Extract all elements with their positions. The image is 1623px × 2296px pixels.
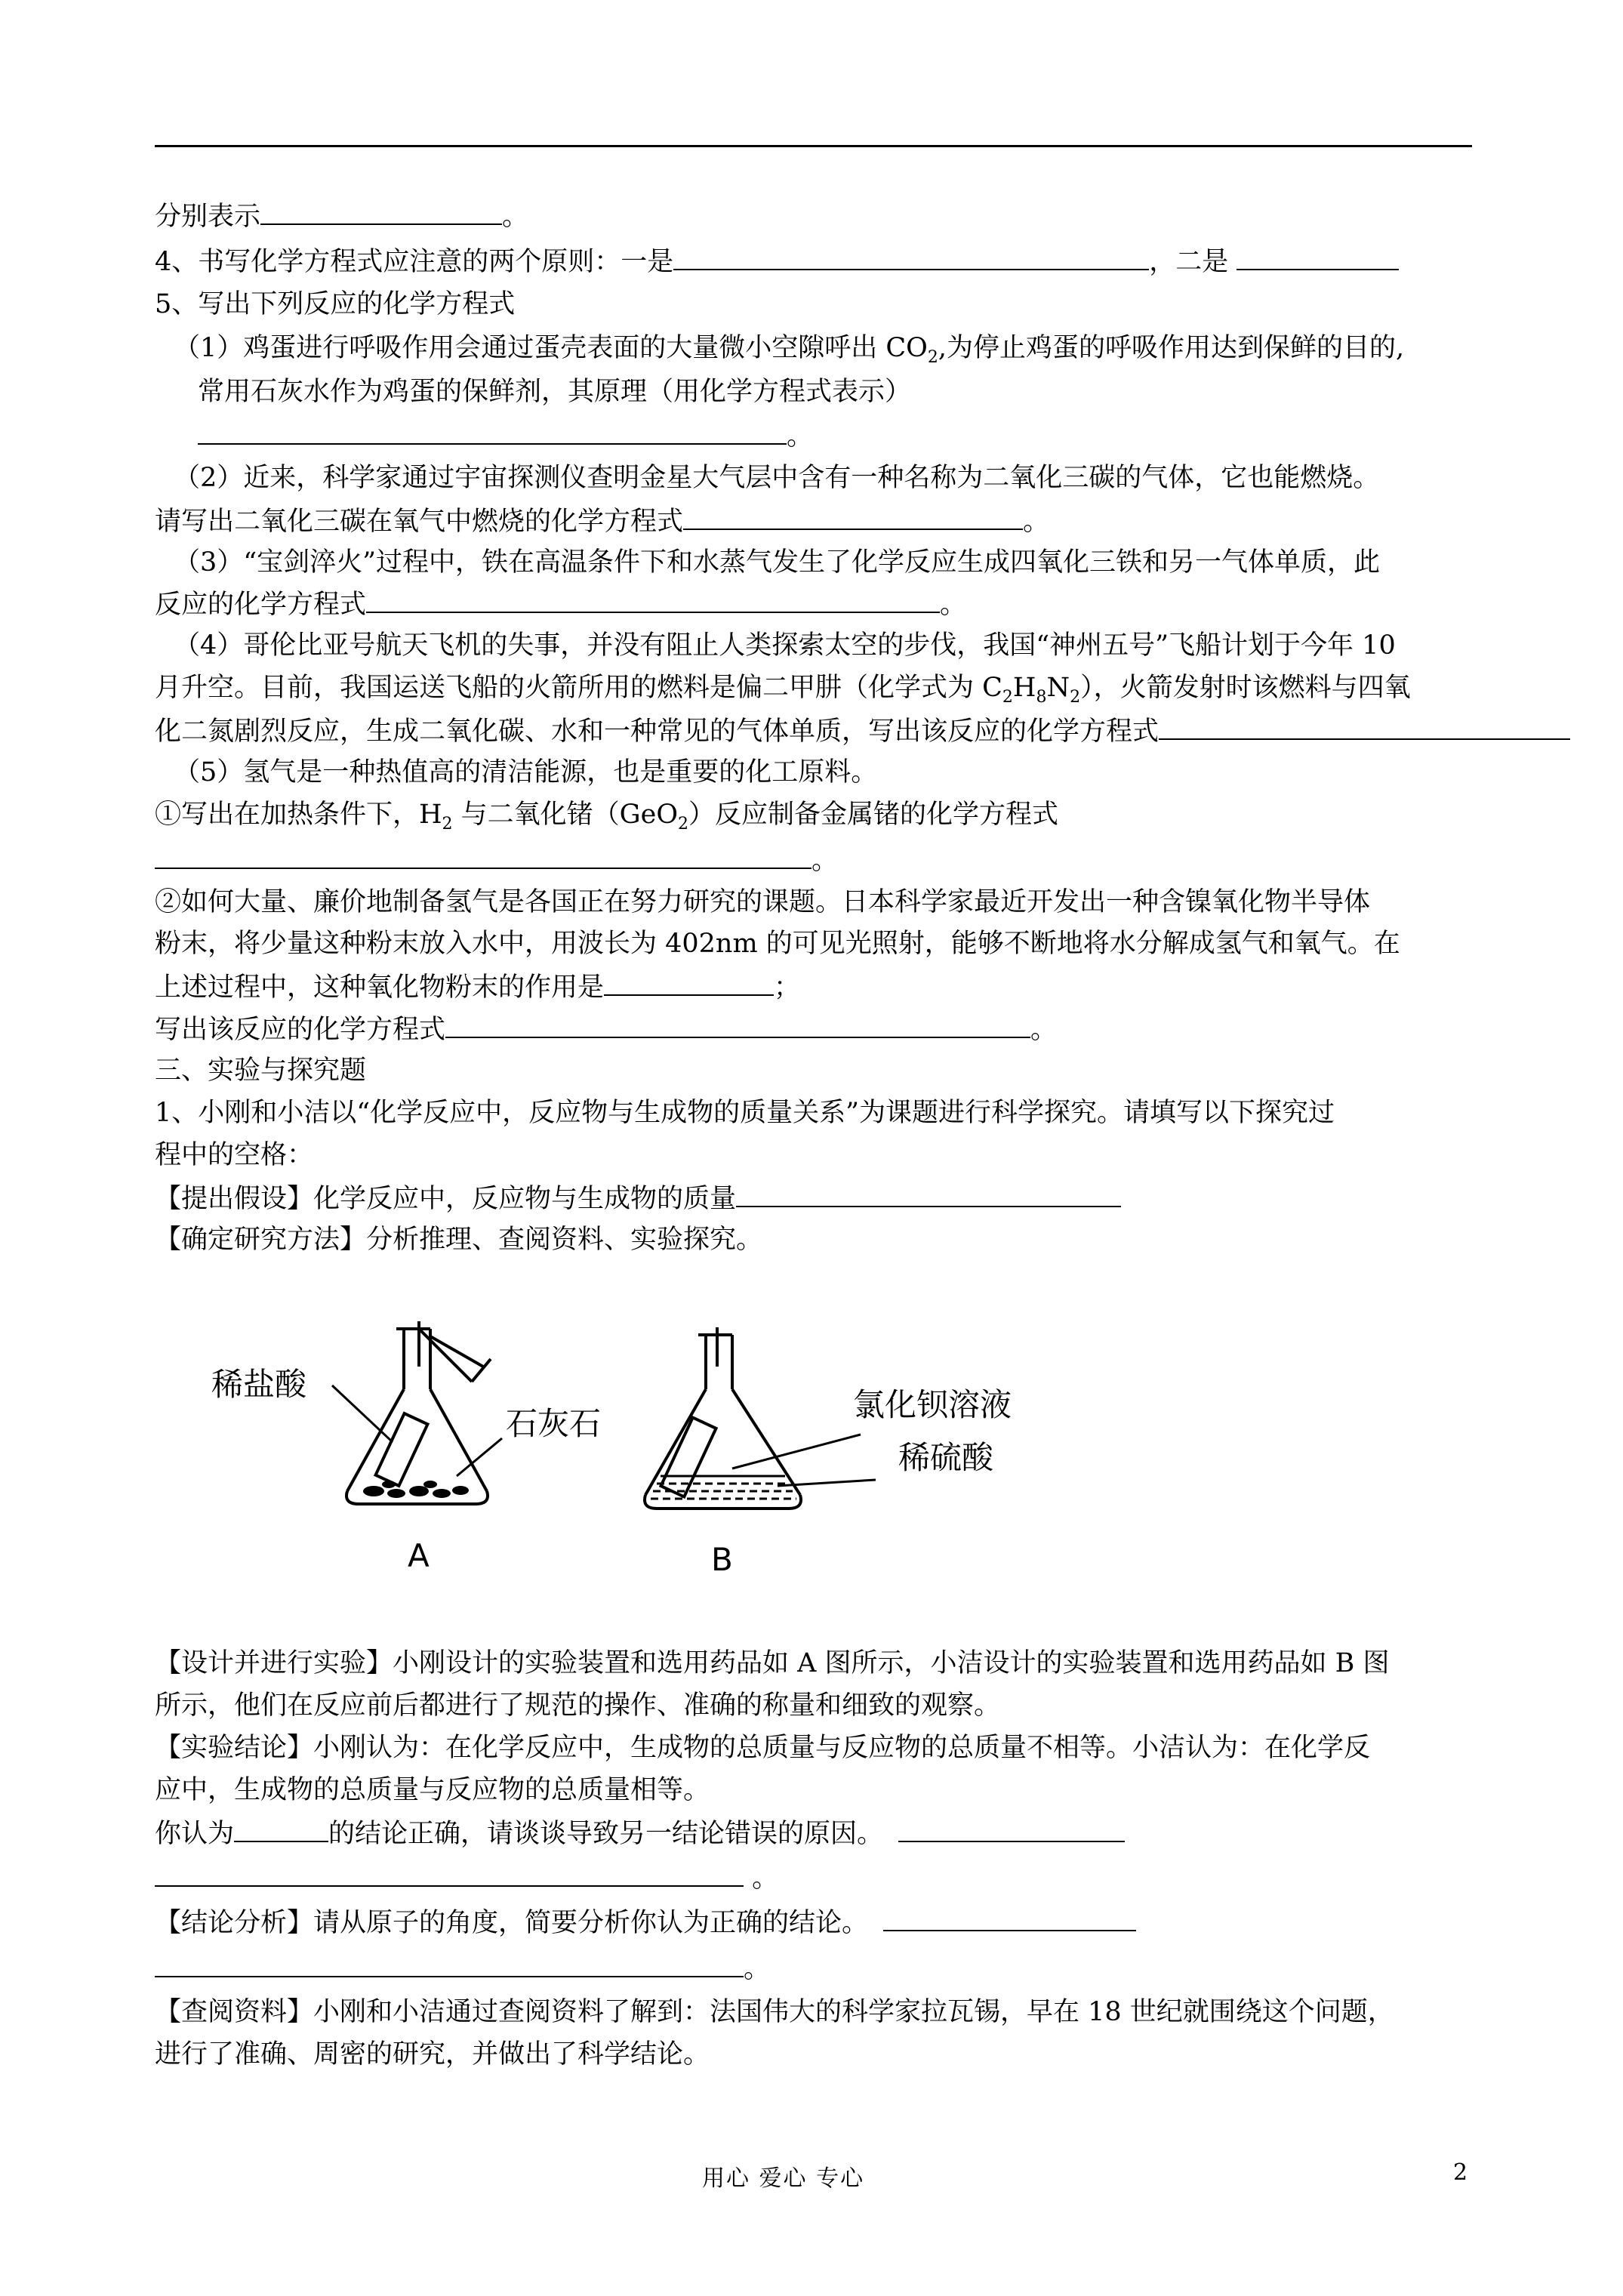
text-line: 【设计并进行实验】小刚设计的实验装置和选用药品如 A 图所示，小洁设计的实验装置和选用药品如 B 图 — [155, 1648, 1390, 1678]
label-h2so4: 稀硫酸 — [898, 1439, 994, 1476]
label-limestone: 石灰石 — [506, 1405, 602, 1442]
apparatus-figure — [204, 1306, 1087, 1578]
text-line: 【确定研究方法】分析推理、查阅资料、实验探究。 — [155, 1225, 763, 1255]
text-line: 。 — [155, 1950, 770, 1986]
answer-blank[interactable] — [1236, 243, 1399, 270]
text-line: 应中，生成物的总质量与反应物的总质量相等。 — [155, 1775, 710, 1805]
text-line: 反应的化学方程式 。 — [155, 586, 966, 622]
text-line: 分别表示 。 — [155, 198, 528, 234]
page-number: 2 — [1453, 2159, 1468, 2186]
text-line: 【实验结论】小刚认为：在化学反应中，生成物的总质量与反应物的总质量不相等。小洁认为：在化学反 — [155, 1733, 1371, 1763]
flask-a — [346, 1321, 491, 1504]
section-heading: 三、实验与探究题 — [155, 1056, 367, 1086]
answer-blank[interactable] — [445, 1011, 1030, 1038]
text-line: 4、书写化学方程式应注意的两个原则：一是 ，二是 — [155, 243, 1399, 279]
text-line: 写出该反应的化学方程式 。 — [155, 1011, 1057, 1047]
label-a: A — [408, 1537, 430, 1574]
text-line: 1、小刚和小洁以“化学反应中，反应物与生成物的质量关系”为课题进行科学探究。请填写以下探究过 — [155, 1098, 1335, 1128]
answer-blank[interactable] — [604, 969, 774, 996]
text-line: 粉末，将少量这种粉末放入水中，用波长为 402nm 的可见光照射，能够不断地将水分解成氢气和氧气。在 — [155, 929, 1400, 959]
label-b: B — [711, 1541, 733, 1578]
label-acid: 稀盐酸 — [211, 1366, 307, 1403]
text-line: 化二氮剧烈反应，生成二氧化碳、水和一种常见的气体单质，写出该反应的化学方程式 — [155, 713, 1570, 749]
text-line: 。 — [198, 418, 813, 454]
answer-blank[interactable] — [883, 1904, 1136, 1931]
pointer-line — [457, 1438, 502, 1476]
solution-lines — [651, 1476, 796, 1499]
answer-blank[interactable] — [683, 503, 1023, 530]
text-line: 月升空。目前，我国运送飞船的火箭所用的燃料是偏二甲肼（化学式为 $C_2H_8N_2$），火箭发射时该燃料与四氧 — [155, 673, 1411, 707]
text-line: （5）氢气是一种热值高的清洁能源，也是重要的化工原料。 — [174, 757, 878, 787]
text-line: 所示，他们在反应前后都进行了规范的操作、准确的称量和细致的观察。 — [155, 1690, 1001, 1721]
answer-blank[interactable] — [155, 842, 812, 869]
text-line: 进行了准确、周密的研究，并做出了科学结论。 — [155, 2039, 710, 2069]
answer-blank[interactable] — [673, 243, 1149, 270]
text-line: 常用石灰水作为鸡蛋的保鲜剂，其原理（用化学方程式表示） — [198, 377, 912, 407]
text-line: 5、写出下列反应的化学方程式 — [155, 289, 516, 319]
text-line: 。 — [155, 842, 838, 878]
text-line: 你认为 的结论正确，请谈谈导致另一结论错误的原因。 — [155, 1815, 1125, 1851]
text-line: ①写出在加热条件下，$H_2$ 与二氧化锗（GeO$_2$）反应制备金属锗的化学方程式 — [155, 800, 1059, 834]
label-bacl2: 氯化钡溶液 — [853, 1386, 1012, 1423]
limestone-chips — [363, 1481, 469, 1498]
text-line: ②如何大量、廉价地制备氢气是各国正在努力研究的课题。日本科学家最近开发出一种含镍氧化物半导体 — [155, 887, 1371, 917]
text-line: （4）哥伦比亚号航天飞机的失事，并没有阻止人类探索太空的步伐，我国“神州五号”飞船计划于今年 10 — [174, 630, 1396, 661]
text-line: 【提出假设】化学反应中，反应物与生成物的质量 — [155, 1180, 1121, 1216]
header-rule — [155, 145, 1472, 147]
answer-blank[interactable] — [198, 418, 787, 445]
text-line: 程中的空格： — [155, 1140, 314, 1170]
answer-blank[interactable] — [1159, 713, 1570, 740]
text-line: （2）近来，科学家通过宇宙探测仪查明金星大气层中含有一种名称为二氧化三碳的气体，它也能燃烧。 — [174, 463, 1380, 493]
text-line: 。 — [155, 1860, 778, 1896]
pointer-line — [732, 1435, 861, 1469]
answer-blank[interactable] — [260, 198, 502, 225]
answer-blank[interactable] — [234, 1815, 328, 1842]
footer-slogan: 用心 爱心 专心 — [702, 2165, 865, 2192]
answer-blank[interactable] — [155, 1860, 744, 1887]
text-line: 上述过程中，这种氧化物粉末的作用是 ； — [155, 969, 800, 1005]
flask-b — [645, 1327, 801, 1509]
text-line: 【结论分析】请从原子的角度，简要分析你认为正确的结论。 — [155, 1904, 1136, 1940]
answer-blank[interactable] — [736, 1180, 1121, 1207]
text-line: （1）鸡蛋进行呼吸作用会通过蛋壳表面的大量微小空隙呼出 $CO_2$,为停止鸡蛋的呼吸作用达到保鲜的目的, — [174, 333, 1405, 367]
text-line: 请写出二氧化三碳在氧气中燃烧的化学方程式 。 — [155, 503, 1049, 539]
text-line: （3）“宝剑淬火”过程中，铁在高温条件下和水蒸气发生了化学反应生成四氧化三铁和另一气体单质，此 — [174, 547, 1381, 578]
answer-blank[interactable] — [366, 586, 940, 613]
answer-blank[interactable] — [898, 1815, 1125, 1842]
text-line: 【查阅资料】小刚和小洁通过查阅资料了解到：法国伟大的科学家拉瓦锡，早在 18 世纪就围绕这个问题， — [155, 1997, 1394, 2027]
answer-blank[interactable] — [155, 1950, 744, 1977]
pointer-line — [332, 1385, 393, 1442]
